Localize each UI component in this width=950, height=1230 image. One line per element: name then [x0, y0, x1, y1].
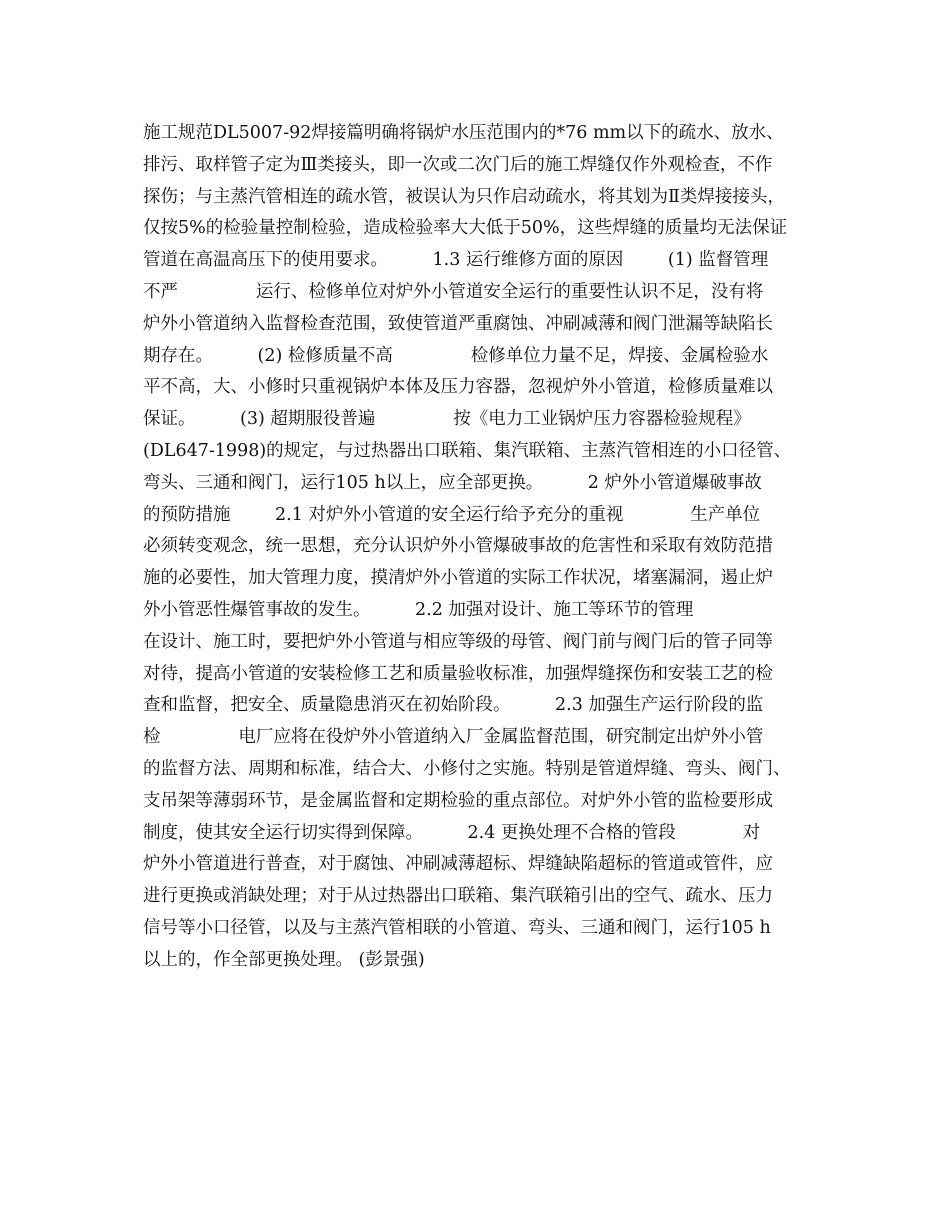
text-line: 炉外小管道纳入监督检查范围，致使管道严重腐蚀、冲刷减薄和阀门泄漏等缺陷长 [143, 313, 773, 334]
text-line: 保证。 (3) 超期服役普遍 按《电力工业锅炉压力容器检验规程》 [143, 409, 751, 430]
text-line: 进行更换或消缺处理；对于从过热器出口联箱、集汽联箱引出的空气、疏水、压力 [143, 886, 773, 907]
text-line: 以上的，作全部更换处理。 (彭景强) [143, 949, 425, 970]
text-line: 外小管恶性爆管事故的发生。 2.2 加强对设计、施工等环节的管理 [143, 599, 694, 620]
text-line: 查和监督，把安全、质量隐患消灭在初始阶段。 2.3 加强生产运行阶段的监 [143, 695, 764, 716]
text-line: 制度，使其安全运行切实得到保障。 2.4 更换处理不合格的管段 对 [143, 822, 761, 843]
text-line: 信号等小口径管，以及与主蒸汽管相联的小管道、弯头、三通和阀门，运行105 h [143, 917, 771, 938]
text-line: 施的必要性，加大管理力度，摸清炉外小管道的实际工作状况，堵塞漏洞，遏止炉 [143, 568, 773, 589]
text-line: 检 电厂应将在役炉外小管道纳入厂金属监督范围，研究制定出炉外小管 [143, 727, 764, 748]
text-line: 必须转变观念，统一思想，充分认识炉外小管爆破事故的危害性和采取有效防范措 [143, 536, 773, 557]
text-line: 不严 运行、检修单位对炉外小管道安全运行的重要性认识不足，没有将 [143, 281, 764, 302]
text-line: 对待，提高小管道的安装检修工艺和质量验收标准，加强焊缝探伤和安装工艺的检 [143, 663, 773, 684]
text-line: 平不高，大、小修时只重视锅炉本体及压力容器，忽视炉外小管道，检修质量难以 [143, 377, 773, 398]
text-line: 施工规范DL5007-92焊接篇明确将锅炉水压范围内的*76 mm以下的疏水、放水、 [143, 123, 784, 143]
text-line: 支吊架等薄弱环节，是金属监督和定期检验的重点部位。对炉外小管的监检要形成 [143, 790, 773, 811]
text-line: 管道在高温高压下的使用要求。 1.3 运行维修方面的原因 (1) 监督管理 [143, 250, 769, 271]
text-line: 排污、取样管子定为Ⅲ类接头，即一次或二次门后的施工焊缝仅作外观检查，不作 [143, 154, 773, 175]
text-line: 的预防措施 2.1 对炉外小管道的安全运行给予充分的重视 生产单位 [143, 504, 761, 525]
body-text [143, 118, 823, 977]
text-line: 仅按5%的检验量控制检验，造成检验率大大低于50%，这些焊缝的质量均无法保证 [143, 218, 788, 239]
text-line: (DL647-1998)的规定，与过热器出口联箱、集汽联箱、主蒸汽管相连的小口径管、 [143, 440, 792, 461]
text-line: 探伤；与主蒸汽管相连的疏水管，被误认为只作启动疏水，将其划为Ⅱ类焊接接头， [143, 186, 785, 207]
text-line: 炉外小管道进行普查，对于腐蚀、冲刷减薄超标、焊缝缺陷超标的管道或管件，应 [143, 854, 773, 875]
text-line: 的监督方法、周期和标准，结合大、小修付之实施。特别是管道焊缝、弯头、阀门、 [143, 758, 791, 779]
text-line: 在设计、施工时，要把炉外小管道与相应等级的母管、阀门前与阀门后的管子同等 [143, 631, 773, 652]
text-line: 期存在。 (2) 检修质量不高 检修单位力量不足，焊接、金属检验水 [143, 345, 769, 366]
text-line: 弯头、三通和阀门，运行105 h以上，应全部更换。 2 炉外小管道爆破事故 [143, 472, 762, 493]
